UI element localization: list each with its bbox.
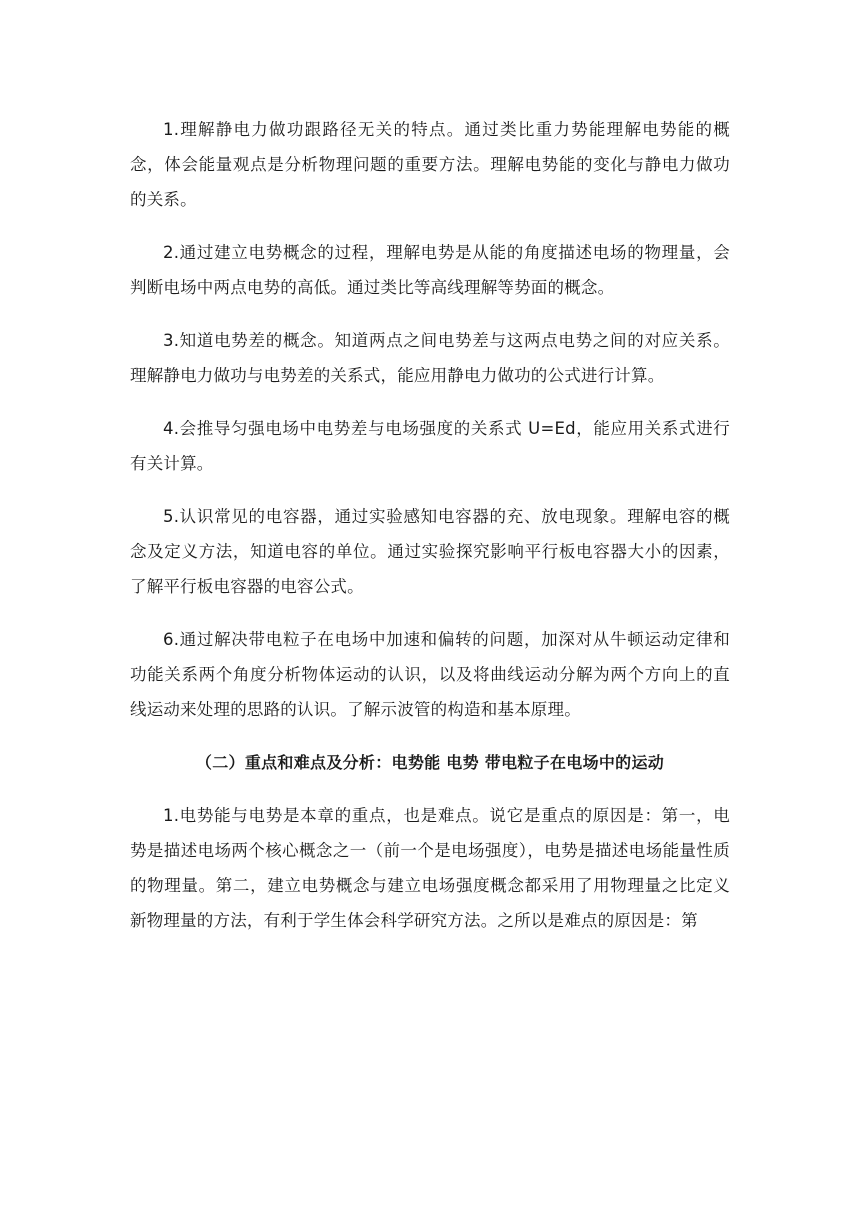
objective-paragraph-5: 5.认识常见的电容器，通过实验感知电容器的充、放电现象。理解电容的概念及定义方法，知道电容的单位。通过实验探究影响平行板电容器大小的因素，了解平行板电容器的电容公式。	[130, 507, 730, 596]
section-heading: （二）重点和难点及分析：电势能 电势 带电粒子在电场中的运动	[195, 753, 665, 772]
document-page	[130, 112, 730, 956]
objective-paragraph-6: 6.通过解决带电粒子在电场中加速和偏转的问题，加深对从牛顿运动定律和功能关系两个角度分析物体运动的认识，以及将曲线运动分解为两个方向上的直线运动来处理的思路的认识。了解示波管的构造和基本原理。	[130, 630, 730, 719]
objective-paragraph-2: 2.通过建立电势概念的过程，理解电势是从能的角度描述电场的物理量，会判断电场中两点电势的高低。通过类比等高线理解等势面的概念。	[130, 243, 730, 297]
objective-paragraph-3: 3.知道电势差的概念。知道两点之间电势差与这两点电势之间的对应关系。理解静电力做功与电势差的关系式，能应用静电力做功的公式进行计算。	[130, 331, 730, 385]
objective-paragraph-1: 1.理解静电力做功跟路径无关的特点。通过类比重力势能理解电势能的概念，体会能量观点是分析物理问题的重要方法。理解电势能的变化与静电力做功的关系。	[130, 120, 730, 209]
analysis-paragraph-1: 1.电势能与电势是本章的重点，也是难点。说它是重点的原因是：第一，电势是描述电场两个核心概念之一（前一个是电场强度），电势是描述电场能量性质的物理量。第二，建立电势概念与建立电场强度概念都采用了用物理量之比定义新物理量的方法，有利于学生体会科学研究方法。之所以是难点的原因是：第	[130, 806, 730, 930]
objective-paragraph-4: 4.会推导匀强电场中电势差与电场强度的关系式 U=Ed，能应用关系式进行有关计算。	[130, 419, 730, 473]
